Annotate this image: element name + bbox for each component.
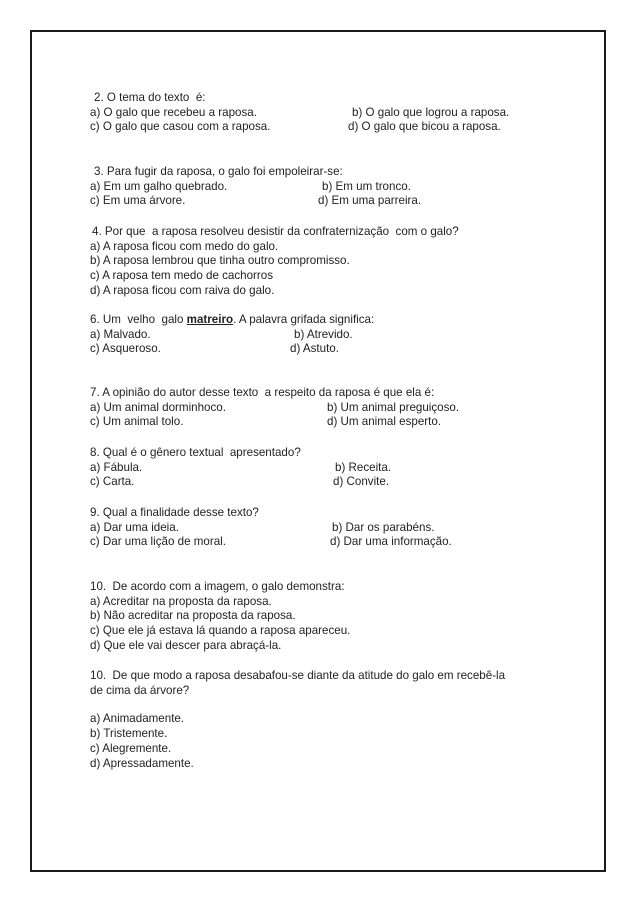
option-b[interactable]: b) Não acreditar na proposta da raposa.	[90, 609, 296, 623]
option-b[interactable]: b) Um animal preguiçoso.	[327, 400, 460, 414]
option-d[interactable]: d) O galo que bicou a raposa.	[348, 120, 501, 134]
options-row	[90, 521, 452, 536]
option-a[interactable]: a) Um animal dorminhoco.	[90, 400, 226, 414]
option-c[interactable]: c) Que ele já estava lá quando a raposa apareceu.	[90, 624, 351, 638]
question-stem: 8. Qual é o gênero textual apresentado?	[90, 446, 301, 459]
question-stem: 7. A opinião do autor desse texto a respeito da raposa é que ela é:	[90, 386, 435, 399]
options-row	[90, 342, 374, 357]
question-stem: 2. O tema do texto é:	[94, 91, 206, 104]
option-c[interactable]: c) Dar uma lição de moral.	[90, 535, 226, 549]
question-9	[90, 506, 452, 550]
option-a[interactable]: a) Fábula.	[90, 460, 143, 474]
option-d[interactable]: d) Que ele vai descer para abraçá-la.	[90, 638, 282, 652]
question-stem: 4. Por que a raposa resolveu desistir da confraternização com o galo?	[92, 225, 459, 238]
options-row	[90, 401, 459, 416]
option-d[interactable]: d) Apressadamente.	[90, 756, 194, 770]
option-c[interactable]: c) Em uma árvore.	[90, 194, 186, 208]
question-7	[90, 386, 459, 430]
option-b[interactable]: b) Receita.	[335, 460, 392, 474]
options-row	[90, 194, 421, 209]
option-b[interactable]: b) Tristemente.	[90, 727, 168, 741]
option-b[interactable]: b) Dar os parabéns.	[332, 520, 435, 534]
question-6	[90, 313, 374, 357]
stem-text: . A palavra grifada significa:	[233, 313, 375, 326]
option-a[interactable]: a) O galo que recebeu a raposa.	[90, 105, 257, 119]
option-a[interactable]: a) Malvado.	[90, 327, 151, 341]
option-d[interactable]: d) Em uma parreira.	[318, 194, 422, 208]
question-stem: 9. Qual a finalidade desse texto?	[90, 506, 259, 519]
options-row	[90, 106, 509, 121]
question-stem: 3. Para fugir da raposa, o galo foi empoleirar-se:	[94, 165, 343, 178]
stem-text: 6. Um velho galo	[90, 313, 187, 326]
question-stem: 10. De acordo com a imagem, o galo demonstra:	[90, 580, 345, 593]
options-row	[90, 535, 452, 550]
option-c[interactable]: c) Carta.	[90, 475, 135, 489]
option-a[interactable]: a) Dar uma ideia.	[90, 520, 179, 534]
options-row	[90, 415, 459, 430]
option-c[interactable]: c) Asqueroso.	[90, 342, 161, 356]
question-stem-cont: de cima da árvore?	[90, 683, 190, 697]
option-a[interactable]: a) Animadamente.	[90, 712, 185, 726]
option-a[interactable]: a) A raposa ficou com medo do galo.	[90, 239, 279, 253]
options-row	[90, 328, 374, 343]
underlined-word: matreiro	[186, 313, 234, 326]
options-row	[90, 475, 391, 490]
question-stem	[90, 313, 374, 328]
option-b[interactable]: b) O galo que logrou a raposa.	[352, 105, 510, 119]
options-row	[90, 180, 421, 195]
option-d[interactable]: d) Astuto.	[290, 342, 339, 356]
question-8	[90, 446, 391, 490]
question-10-second	[90, 669, 505, 771]
option-b[interactable]: b) Em um tronco.	[322, 179, 411, 193]
option-a[interactable]: a) Acreditar na proposta da raposa.	[90, 594, 272, 608]
question-2	[90, 91, 509, 135]
option-c[interactable]: c) O galo que casou com a raposa.	[90, 120, 271, 134]
option-c[interactable]: c) Alegremente.	[90, 741, 172, 755]
question-10	[90, 580, 350, 654]
options-row	[90, 461, 391, 476]
question-3	[90, 165, 421, 209]
option-c[interactable]: c) A raposa tem medo de cachorros	[90, 269, 274, 283]
option-c[interactable]: c) Um animal tolo.	[90, 415, 184, 429]
option-d[interactable]: d) A raposa ficou com raiva do galo.	[90, 283, 275, 297]
option-d[interactable]: d) Um animal esperto.	[327, 415, 442, 429]
option-d[interactable]: d) Convite.	[333, 475, 390, 489]
option-b[interactable]: b) Atrevido.	[294, 327, 353, 341]
spacer	[90, 698, 505, 712]
option-b[interactable]: b) A raposa lembrou que tinha outro compromisso.	[90, 254, 350, 268]
options-row	[90, 120, 509, 135]
option-a[interactable]: a) Em um galho quebrado.	[90, 179, 228, 193]
question-4	[90, 225, 459, 299]
option-d[interactable]: d) Dar uma informação.	[330, 535, 452, 549]
question-stem: 10. De que modo a raposa desabafou-se diante da atitude do galo em recebê-la	[90, 669, 506, 682]
